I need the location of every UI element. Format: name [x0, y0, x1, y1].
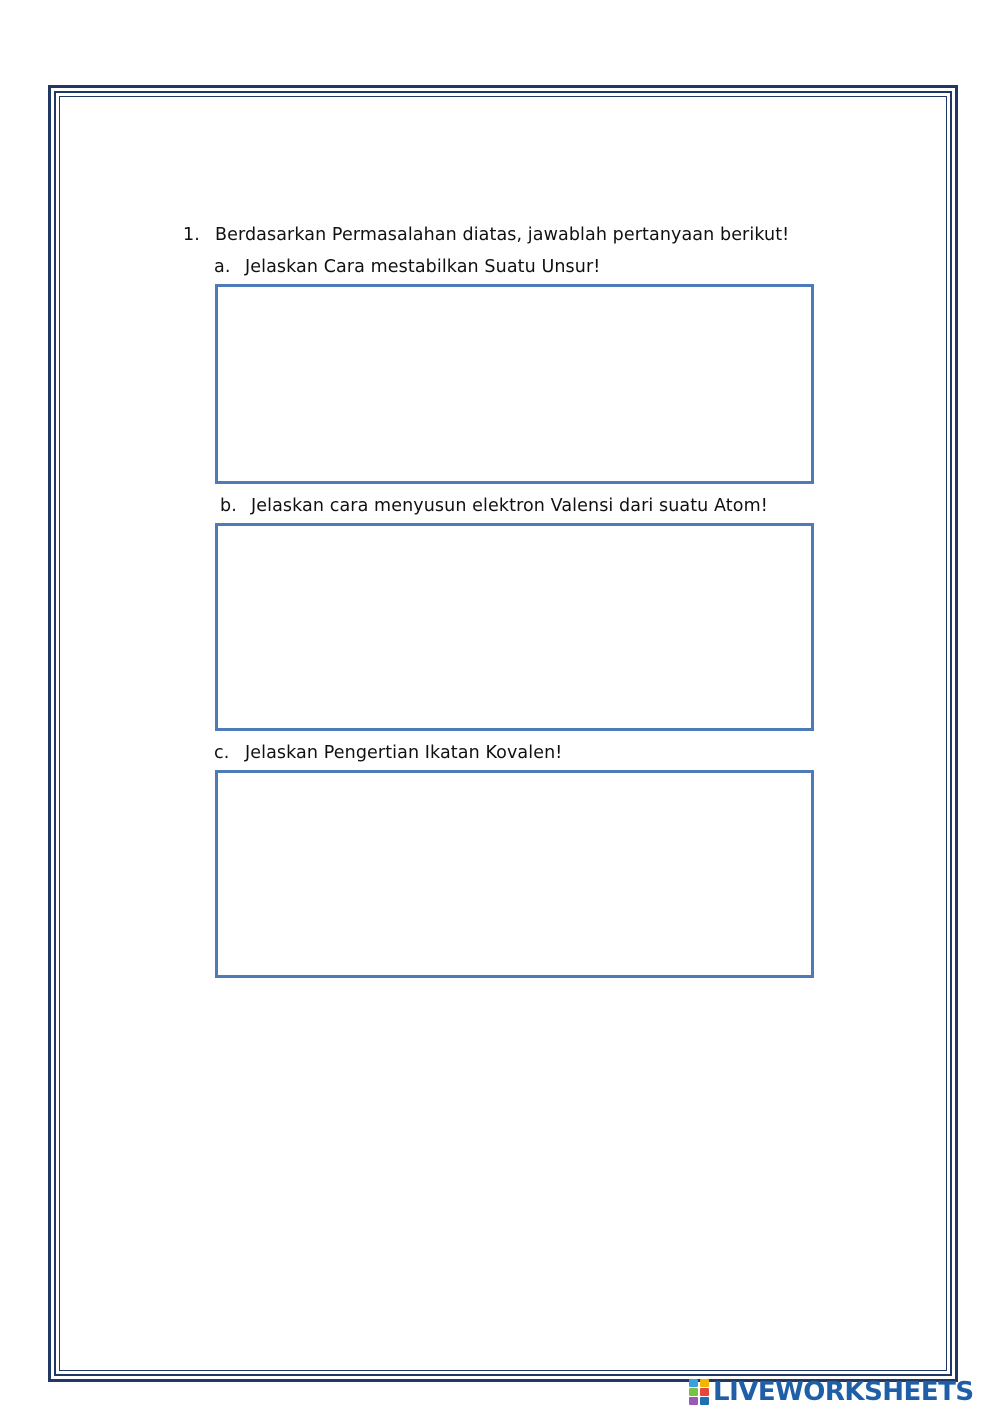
liveworksheets-logo-icon	[689, 1379, 711, 1405]
part-c-text: Jelaskan Pengertian Ikatan Kovalen!	[245, 743, 563, 763]
part-b-letter: b.	[220, 496, 237, 516]
question-1	[183, 223, 789, 247]
part-a-prompt	[214, 255, 600, 279]
answer-box-b[interactable]	[215, 523, 814, 731]
part-b-text: Jelaskan cara menyusun elektron Valensi dari suatu Atom!	[251, 496, 768, 516]
part-a-text: Jelaskan Cara mestabilkan Suatu Unsur!	[245, 257, 601, 277]
answer-box-a[interactable]	[215, 284, 814, 484]
part-b-prompt	[220, 494, 768, 518]
part-c-letter: c.	[214, 743, 230, 763]
part-c-prompt	[214, 741, 562, 765]
answer-box-c[interactable]	[215, 770, 814, 978]
question-text: Berdasarkan Permasalahan diatas, jawablah pertanyaan berikut!	[215, 225, 790, 245]
liveworksheets-brand	[689, 1377, 974, 1407]
part-a-letter: a.	[214, 257, 231, 277]
brand-text: LIVEWORKSHEETS	[713, 1377, 974, 1407]
question-number: 1.	[183, 225, 200, 245]
